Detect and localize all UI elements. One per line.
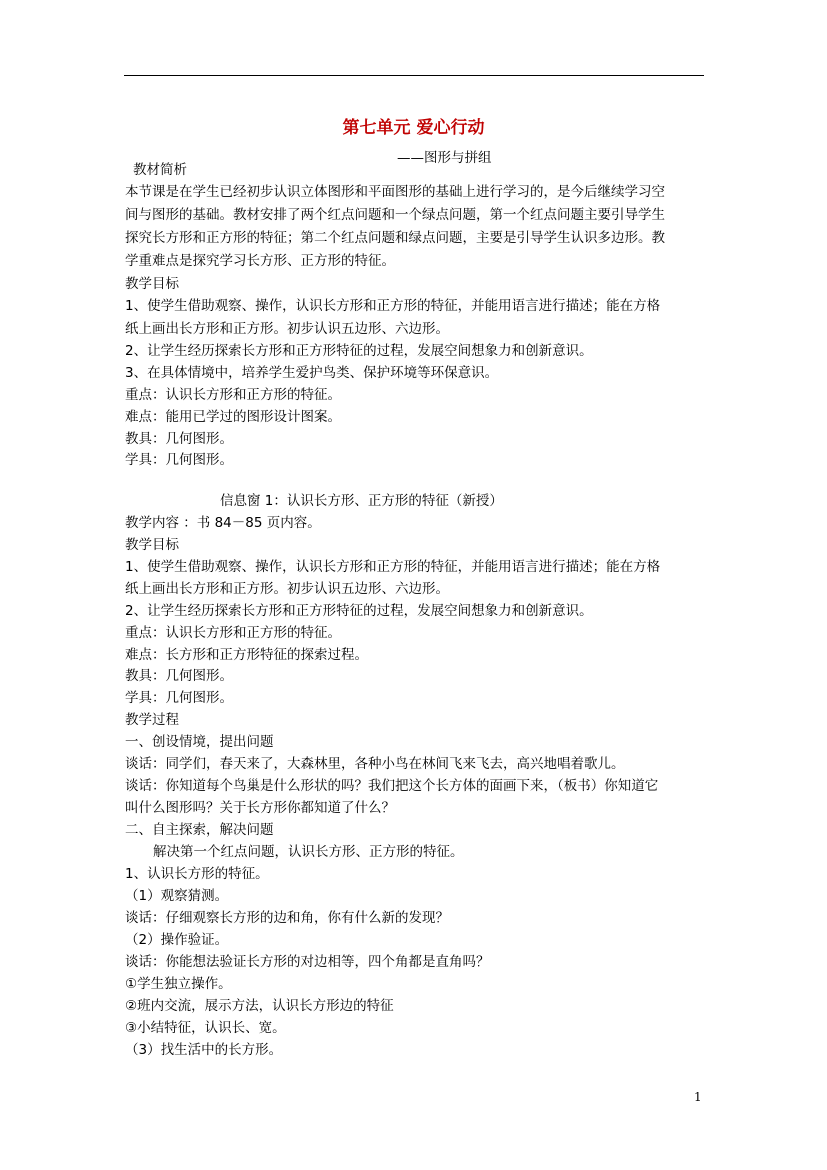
- body-line: 难点：长方形和正方形特征的探索过程。: [125, 647, 368, 663]
- page-title: 第七单元 爱心行动: [342, 118, 485, 138]
- body-line: 一、创设情境，提出问题: [125, 734, 274, 750]
- body-line: （3）找生活中的长方形。: [125, 1042, 283, 1058]
- body-line: 重点：认识长方形和正方形的特征。: [125, 625, 341, 641]
- body-line: ①学生独立操作。: [125, 976, 232, 992]
- body-line: 叫什么图形吗？关于长方形你都知道了什么？: [125, 800, 395, 816]
- body-line: 教学过程: [125, 712, 179, 728]
- body-line: 教具：几何图形。: [125, 668, 233, 684]
- body-line: 学重难点是探究学习长方形、正方形的特征。: [125, 253, 395, 269]
- body-line: 教学内容 ：书 84－85 页内容。: [125, 515, 321, 531]
- body-line: 2、让学生经历探索长方形和正方形特征的过程，发展空间想象力和创新意识。: [125, 603, 593, 619]
- body-line: （2）操作验证。: [125, 932, 229, 948]
- page-subtitle: ——图形与拼组: [397, 150, 492, 166]
- body-line: 谈话：你能想法验证长方形的对边相等，四个角都是直角吗？: [125, 954, 490, 970]
- header-rule: [124, 75, 704, 76]
- body-line: 学具：几何图形。: [125, 690, 233, 706]
- page-number: 1: [694, 1090, 702, 1104]
- body-line: 学具：几何图形。: [125, 452, 233, 468]
- body-line: 谈话：同学们，春天来了，大森林里，各种小鸟在林间飞来飞去，高兴地唱着歌儿。: [125, 756, 625, 772]
- body-line: 间与图形的基础。教材安排了两个红点问题和一个绿点问题，第一个红点问题主要引导学生: [125, 207, 665, 223]
- body-line: 教具：几何图形。: [125, 431, 233, 447]
- body-line: 教学目标: [125, 276, 179, 292]
- body-line: 1、使学生借助观察、操作，认识长方形和正方形的特征，并能用语言进行描述；能在方格: [125, 559, 661, 575]
- body-line: ②班内交流，展示方法，认识长方形边的特征: [125, 998, 394, 1014]
- body-line: 3、在具体情境中，培养学生爱护鸟类、保护环境等环保意识。: [125, 365, 499, 381]
- body-line: 2、让学生经历探索长方形和正方形特征的过程，发展空间想象力和创新意识。: [125, 343, 593, 359]
- body-line: 谈话：仔细观察长方形的边和角，你有什么新的发现？: [125, 910, 449, 926]
- section-heading: 信息窗 1：认识长方形、正方形的特征（新授）: [220, 493, 503, 509]
- body-line: 解决第一个红点问题，认识长方形、正方形的特征。: [153, 844, 464, 860]
- body-line: （1）观察猜测。: [125, 888, 229, 904]
- body-line: 谈话：你知道每个鸟巢是什么形状的吗？我们把这个长方体的面画下来，（板书）你知道它: [125, 778, 659, 794]
- body-line: ③小结特征，认识长、宽。: [125, 1020, 286, 1036]
- body-line: 教材简析: [133, 162, 187, 178]
- body-line: 纸上画出长方形和正方形。初步认识五边形、六边形。: [125, 581, 449, 597]
- body-line: 探究长方形和正方形的特征；第二个红点问题和绿点问题，主要是引导学生认识多边形。教: [125, 230, 665, 246]
- body-line: 本节课是在学生已经初步认识立体图形和平面图形的基础上进行学习的，是今后继续学习空: [125, 184, 665, 200]
- body-line: 教学目标: [125, 537, 179, 553]
- body-line: 1、使学生借助观察、操作，认识长方形和正方形的特征，并能用语言进行描述；能在方格: [125, 298, 661, 314]
- body-line: 1、认识长方形的特征。: [125, 866, 269, 882]
- body-line: 纸上画出长方形和正方形。初步认识五边形、六边形。: [125, 321, 449, 337]
- body-line: 二、自主探索，解决问题: [125, 822, 274, 838]
- body-line: 重点：认识长方形和正方形的特征。: [125, 387, 341, 403]
- body-line: 难点：能用已学过的图形设计图案。: [125, 409, 341, 425]
